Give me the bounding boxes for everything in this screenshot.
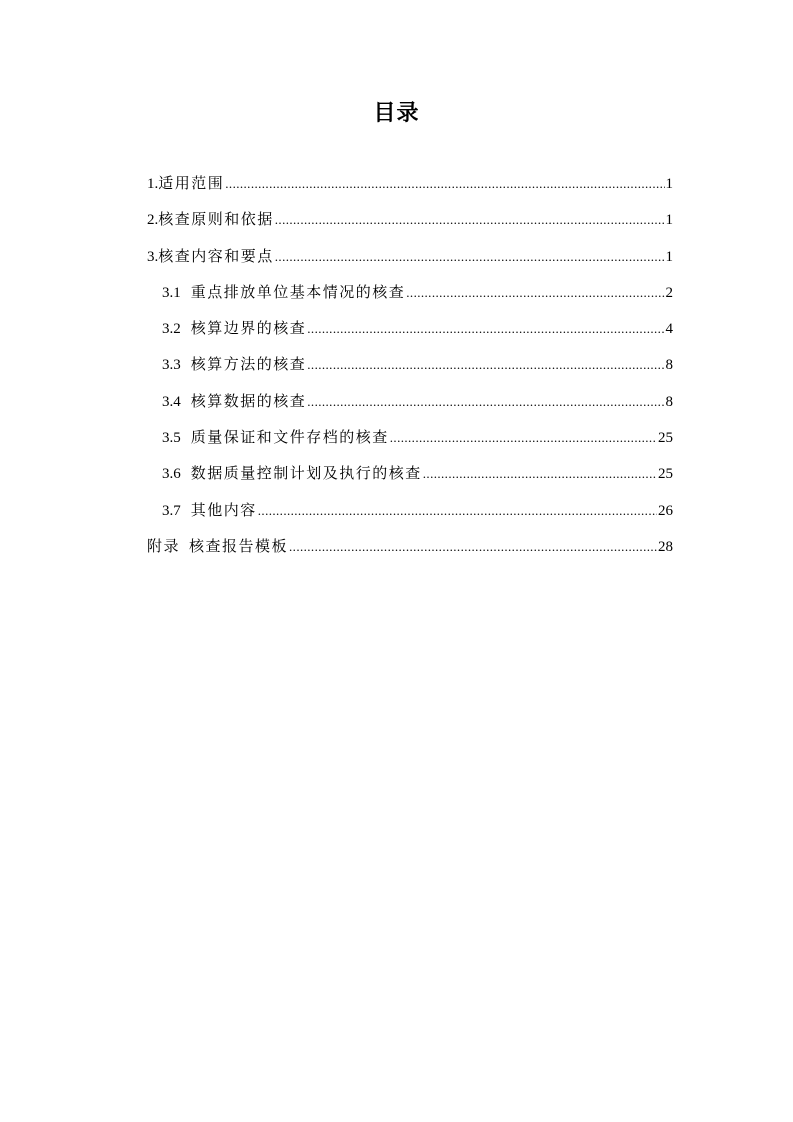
toc-entry-text: 核算数据的核查 bbox=[190, 393, 307, 410]
toc-dot-leader bbox=[275, 208, 665, 232]
toc-dot-leader bbox=[307, 353, 664, 377]
toc-entry-3-6[interactable] bbox=[147, 462, 673, 498]
toc-page-number: 26 bbox=[658, 502, 673, 519]
toc-dot-leader bbox=[275, 245, 665, 269]
toc-entry-1[interactable] bbox=[147, 172, 673, 208]
toc-entry-label bbox=[162, 426, 389, 450]
toc-entry-number: 3.7 bbox=[162, 502, 181, 519]
toc-entry-label bbox=[147, 535, 288, 559]
toc-entry-text: 核查报告模板 bbox=[189, 538, 289, 555]
toc-entry-number: 3.5 bbox=[162, 430, 181, 447]
toc-entry-label bbox=[162, 317, 306, 341]
toc-entry-label bbox=[147, 172, 224, 196]
toc-entry-text: 适用范围 bbox=[158, 176, 225, 192]
toc-entry-number: 3.1 bbox=[162, 284, 181, 301]
toc-entry-3-7[interactable] bbox=[147, 499, 673, 535]
toc-entry-3-2[interactable] bbox=[147, 317, 673, 353]
toc-entry-label bbox=[162, 281, 405, 305]
toc-entry-text: 核算边界的核查 bbox=[190, 321, 307, 338]
toc-entry-number: 3.3 bbox=[162, 357, 181, 374]
toc-entry-2[interactable] bbox=[147, 208, 673, 244]
toc-entry-3-3[interactable] bbox=[147, 353, 673, 389]
toc-page-number: 25 bbox=[658, 466, 673, 483]
toc-dot-leader bbox=[390, 426, 657, 450]
toc-entry-label bbox=[162, 462, 422, 486]
toc-entry-text: 数据质量控制计划及执行的核查 bbox=[190, 466, 422, 483]
toc-entry-text: 其他内容 bbox=[190, 502, 257, 519]
toc-dot-leader bbox=[289, 535, 657, 559]
toc-entry-3[interactable] bbox=[147, 245, 673, 281]
toc-entry-number: 3.6 bbox=[162, 466, 181, 483]
toc-entry-label bbox=[162, 499, 257, 523]
toc-entry-number: 1. bbox=[147, 176, 159, 192]
toc-entry-3-4[interactable] bbox=[147, 390, 673, 426]
toc-dot-leader bbox=[307, 390, 664, 414]
toc-page-number: 8 bbox=[665, 357, 673, 374]
toc-entry-label bbox=[147, 208, 274, 232]
toc-dot-leader bbox=[225, 172, 664, 196]
toc-page-number: 25 bbox=[658, 430, 673, 447]
appendix-label: 附录 bbox=[147, 538, 181, 555]
toc-dot-leader bbox=[258, 499, 657, 523]
toc-entry-number: 3. bbox=[147, 248, 159, 265]
toc-entry-text: 核算方法的核查 bbox=[190, 357, 307, 374]
toc-page-number: 2 bbox=[665, 284, 673, 301]
toc-dot-leader bbox=[406, 281, 664, 305]
table-of-contents bbox=[147, 172, 673, 571]
toc-page-number: 1 bbox=[665, 212, 673, 229]
toc-page-number: 8 bbox=[665, 393, 673, 410]
toc-entry-number: 2. bbox=[147, 212, 159, 229]
toc-entry-text: 重点排放单位基本情况的核查 bbox=[190, 284, 406, 301]
toc-dot-leader bbox=[307, 317, 664, 341]
toc-entry-label bbox=[162, 353, 306, 377]
toc-entry-number: 3.2 bbox=[162, 321, 181, 338]
toc-entry-label bbox=[147, 245, 274, 269]
toc-page-number: 1 bbox=[665, 176, 673, 192]
toc-entry-text: 质量保证和文件存档的核查 bbox=[190, 430, 389, 447]
toc-entry-3-5[interactable] bbox=[147, 426, 673, 462]
toc-entry-text: 核查原则和依据 bbox=[158, 212, 274, 229]
toc-entry-text: 核查内容和要点 bbox=[158, 248, 274, 265]
toc-dot-leader bbox=[423, 462, 657, 486]
toc-entry-3-1[interactable] bbox=[147, 281, 673, 317]
toc-entry-label bbox=[162, 390, 306, 414]
toc-page-number: 1 bbox=[665, 248, 673, 265]
toc-page-number: 28 bbox=[658, 538, 673, 555]
page-title: 目录 bbox=[373, 101, 420, 126]
toc-page-number: 4 bbox=[665, 321, 673, 338]
toc-entry-number: 3.4 bbox=[162, 393, 181, 410]
toc-entry-appendix[interactable] bbox=[147, 535, 673, 571]
